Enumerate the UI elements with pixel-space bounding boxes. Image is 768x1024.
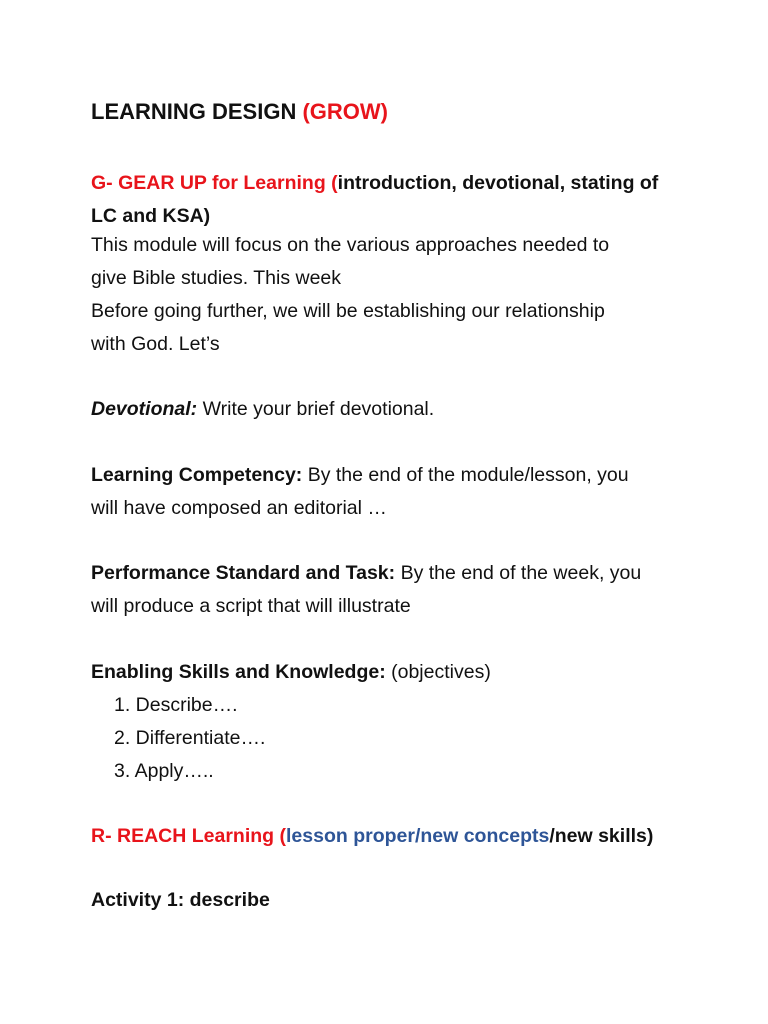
devotional-text: Write your brief devotional. (197, 398, 435, 420)
list-item: 2. Differentiate…. (114, 727, 266, 749)
competency-text: By the end of the module/lesson, you (302, 464, 629, 486)
gear-up-paragraph-line-3: Before going further, we will be establishing our relationship (91, 300, 605, 322)
skills-text: (objectives) (385, 661, 491, 683)
competency-label: Learning Competency: (91, 464, 303, 486)
activity-heading: Activity 1: describe (91, 889, 270, 911)
list-item: 1. Describe…. (114, 694, 238, 716)
title-accent: (GROW) (302, 99, 388, 124)
gear-up-paragraph-line-4: with God. Let’s (91, 333, 220, 355)
devotional-line (91, 393, 434, 426)
performance-label: Performance Standard and Task: (91, 562, 396, 584)
gear-up-detail-line-2: LC and KSA) (91, 205, 211, 227)
performance-line-2: will produce a script that will illustrate (91, 595, 411, 617)
title-main: LEARNING DESIGN (91, 99, 303, 124)
reach-blue-text: lesson proper/new concepts (286, 825, 550, 847)
gear-up-heading (91, 167, 658, 200)
reach-tail: /new skills) (549, 825, 654, 847)
gear-up-detail: introduction, devotional, stating of (337, 172, 659, 194)
gear-up-paragraph-line-1: This module will focus on the various approaches needed to (91, 234, 610, 256)
skills-label: Enabling Skills and Knowledge: (91, 661, 386, 683)
reach-heading (91, 820, 653, 853)
gear-up-paragraph-line-2: give Bible studies. This week (91, 267, 342, 289)
competency-line-1 (91, 459, 629, 492)
performance-text: By the end of the week, you (395, 562, 642, 584)
performance-line-1 (91, 557, 641, 590)
list-item: 3. Apply….. (114, 760, 214, 782)
devotional-label: Devotional: (91, 398, 198, 420)
skills-line (91, 656, 491, 689)
competency-line-2: will have composed an editorial … (91, 497, 387, 519)
gear-up-label: G- GEAR UP for Learning ( (91, 172, 338, 194)
page-title (91, 95, 388, 128)
reach-label: R- REACH Learning ( (91, 825, 286, 847)
